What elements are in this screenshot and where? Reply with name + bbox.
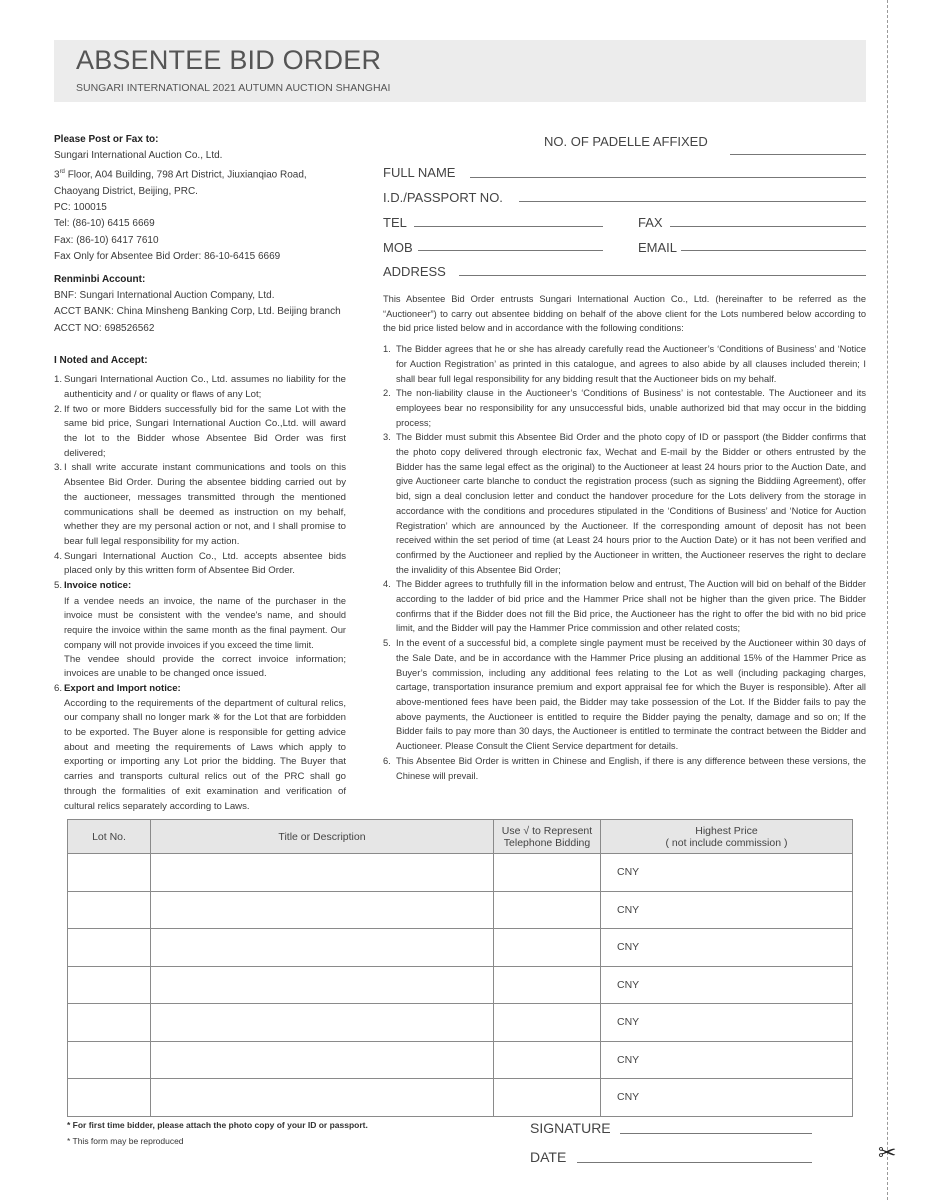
account-line: ACCT BANK: China Minsheng Banking Corp, Ltd. Beijing branch <box>54 306 341 318</box>
noted-block <box>54 353 346 814</box>
price-cell[interactable]: CNY <box>601 854 853 892</box>
padelle-field[interactable] <box>730 154 866 155</box>
contact-block <box>54 132 354 265</box>
contact-line: Fax Only for Absentee Bid Order: 86-10-6415 6669 <box>54 250 281 262</box>
contact-line: PC: 100015 <box>54 202 107 214</box>
contact-line: Sungari International Auction Co., Ltd. <box>54 150 223 162</box>
lot-cell[interactable] <box>68 854 151 892</box>
lot-cell[interactable] <box>68 1041 151 1079</box>
col-highest-price: Highest Price ( not include commission ) <box>601 820 853 854</box>
table-row <box>68 854 853 892</box>
price-cell[interactable]: CNY <box>601 891 853 929</box>
contact-line: 3rd Floor, A04 Building, 798 Art District, Jiuxianqiao Road, <box>54 169 307 181</box>
tel-field[interactable] <box>414 226 603 227</box>
id-passport-field[interactable] <box>519 201 866 202</box>
email-label: EMAIL <box>638 240 678 255</box>
date-field[interactable] <box>577 1162 812 1163</box>
signature-label: SIGNATURE <box>530 1120 611 1136</box>
lot-cell[interactable] <box>68 966 151 1004</box>
col-telephone: Use √ to Represent Telephone Bidding <box>494 820 601 854</box>
title-cell[interactable] <box>151 1004 494 1042</box>
export-text: According to the requirements of the department of cultural relics, our company shall no longer mark ※ for the Lot that are forbidden to be exported. The Buyer alone is responsible for getting advice about and meeting the requirements of Laws which apply to exporting or importing any Lot prior the bidding. The Buyer that carries and transports cultural relics out of the PRC shall go through the formalities of exit examination and verification of cultural relics separately according to Laws. <box>64 697 346 812</box>
price-cell[interactable]: CNY <box>601 1079 853 1117</box>
export-notice: 6. Export and Import notice: <box>54 682 181 694</box>
title-cell[interactable] <box>151 1079 494 1117</box>
terms-item: 6. This Absentee Bid Order is written in Chinese and English, if there is any difference between these versions, the Chinese will prevail. <box>383 755 866 781</box>
fax-field[interactable] <box>670 226 866 227</box>
account-heading: Renminbi Account: <box>54 274 146 285</box>
terms-item: 1. The Bidder agrees that he or she has already carefully read the Auctioneer’s ‘Conditions of Business’ and ‘Notice for Auction Registration’ as printed in this catalogue, and agrees to also abide by all clauses included therein; I shall bear full legal responsibility for any bidding result that the Auctioneer bids on my behalf. <box>383 344 866 384</box>
terms-block <box>383 292 866 783</box>
price-cell[interactable]: CNY <box>601 1004 853 1042</box>
account-line: BNF: Sungari International Auction Company, Ltd. <box>54 290 275 302</box>
email-field[interactable] <box>681 250 866 251</box>
address-field[interactable] <box>459 275 866 276</box>
title-cell[interactable] <box>151 966 494 1004</box>
noted-item: 2. If two or more Bidders successfully bid for the same Lot with the same bid price, Sungari International Auction Co.,Ltd. will award the lot to the Bidder whose Absentee Bid Order was first delivered; <box>54 403 346 459</box>
date-label: DATE <box>530 1149 567 1165</box>
terms-item: 5. In the event of a successful bid, a complete single payment must be received by the Auctioneer within 30 days of the Sale Date, and be in accordance with the Hammer Price plusing an additional 15% of the Hammer Price as Buyer’s commission, including any additional fees relating to the Lot as well (including packaging charges, cartage, transportation insurance premium and export appraisal fee for which the Buyer is responsible). After all above-mentioned fees have been paid, the Bidder may take possession of the Lot. If the Bidder fails to pay the above payments, the Auctioneer is entitled to require the Bidder paying the penalty, damage and so on; If the Bidder fails to pay more than 30 days, the Auctioneer is entitled to terminate the contract between the Bidder and Auctioneer. Please Consult the Client Service department for details. <box>383 638 866 752</box>
table-row <box>68 891 853 929</box>
page-subtitle: SUNGARI INTERNATIONAL 2021 AUTUMN AUCTION SHANGHAI <box>76 82 391 94</box>
table-row <box>68 966 853 1004</box>
telephone-cell[interactable] <box>494 929 601 967</box>
terms-item: 3. The Bidder must submit this Absentee Bid Order and the photo copy of ID or passport (the Bidder confirms that the photo copy delivered through electronic fax, Wechat and E-mail by the Bidder or others entrusted by the Bidder has the same legal effect as the original) to the Auctioneer at least 24 hours prior to the Auction Date, and give Auctioneer carte blanche to conduct the registration process (such as signing the Biddiing Agreement), offer bid, sign a deal conclusion letter and conduct the handover procedure for the Lots delivery from the storage in accordance with the conditions and procedures stipulated in the ‘Conditions of Business’ and ‘Notice for Auction Registration’ which are announced by the Auctioneer. If the corresponding amount of deposit has not been received within the set period of time (at Least 24 hours prior to the Auction Date) or it has not been verified and confirmed by the Auctioneer and replied by the Auctioneer in written, the Auctioneer reserves the right to declare the invalidity of this Absentee Bid Order; <box>383 432 866 575</box>
table-row <box>68 1079 853 1117</box>
lot-cell[interactable] <box>68 1079 151 1117</box>
table-row <box>68 1004 853 1042</box>
noted-item: 4. Sungari International Auction Co., Ltd. accepts absentee bids placed only by this written form of Absentee Bid Order. <box>54 550 346 577</box>
telephone-cell[interactable] <box>494 966 601 1004</box>
contact-line: Fax: (86-10) 6417 7610 <box>54 234 159 246</box>
telephone-cell[interactable] <box>494 854 601 892</box>
title-cell[interactable] <box>151 1041 494 1079</box>
cut-line <box>887 0 888 1200</box>
id-passport-label: I.D./PASSPORT NO. <box>383 190 503 205</box>
title-cell[interactable] <box>151 891 494 929</box>
terms-item: 4. The Bidder agrees to truthfully fill in the information below and entrust, The Auction will bid on behalf of the Bidder according to the ladder of bid price and the Hammer Price shall not be higher than the given price. The Bidder confirms that if the Bidder does not fill the Bid price, the Auctioneer has the right to offer the bid with no bid price limit, and the Bidder will pay the Hammer Price commission and other related costs; <box>383 579 866 634</box>
noted-item: 1. Sungari International Auction Co., Ltd. assumes no liability for the authenticity and / or quality or flaws of any Lot; <box>54 374 346 400</box>
title-cell[interactable] <box>151 854 494 892</box>
tel-label: TEL <box>383 215 407 230</box>
terms-item: 2. The non-liability clause in the Auctioneer’s ‘Conditions of Business’ is not contestable. The Auctioneer and its employees bear no responsibility for any unsuccessful bids, unable authorized bid that may occur in the bidding process; <box>383 388 866 428</box>
address-label: ADDRESS <box>383 264 446 279</box>
padelle-label: NO. OF PADELLE AFFIXED <box>544 134 708 149</box>
telephone-cell[interactable] <box>494 1004 601 1042</box>
col-title: Title or Description <box>151 820 494 854</box>
lot-cell[interactable] <box>68 929 151 967</box>
telephone-cell[interactable] <box>494 891 601 929</box>
telephone-cell[interactable] <box>494 1079 601 1117</box>
full-name-label: FULL NAME <box>383 165 456 180</box>
page-title: ABSENTEE BID ORDER <box>76 45 382 75</box>
col-lot-no: Lot No. <box>68 820 151 854</box>
table-row <box>68 929 853 967</box>
scissors-icon: ✂ <box>878 1140 897 1165</box>
contact-line: Tel: (86-10) 6415 6669 <box>54 218 155 230</box>
contact-line: Chaoyang District, Beijing, PRC. <box>54 185 198 197</box>
first-time-note: * For first time bidder, please attach the photo copy of your ID or passport. <box>67 1120 368 1130</box>
price-cell[interactable]: CNY <box>601 929 853 967</box>
signature-field[interactable] <box>620 1133 812 1134</box>
noted-item: 3. I shall write accurate instant communications and tools on this Absentee Bid Order. During the absentee bidding carried out by the auctioneer, messages transmitted through the mentioned communications shall be deemed as instruction on my behalf, whether they are my personal action or not, and I shall promise to bear full legal responsibility for my action. <box>54 462 346 547</box>
bid-table <box>67 819 853 1117</box>
invoice-text: If a vendee needs an invoice, the name of the purchaser in the invoice must be consistent with the vendee's name, and should require the invoice within the same month as the final payment. Our company will not provide invoices if you exceed the time limit. <box>64 595 346 650</box>
mob-field[interactable] <box>418 250 603 251</box>
noted-heading: I Noted and Accept: <box>54 355 148 366</box>
telephone-cell[interactable] <box>494 1041 601 1079</box>
fax-label: FAX <box>638 215 663 230</box>
table-row <box>68 1041 853 1079</box>
title-cell[interactable] <box>151 929 494 967</box>
invoice-text-2: The vendee should provide the correct invoice information; invoices are unable to be changed once issued. <box>64 653 346 680</box>
reproduce-note: * This form may be reproduced <box>67 1136 184 1146</box>
account-block <box>54 272 364 337</box>
full-name-field[interactable] <box>470 177 866 178</box>
contact-heading: Please Post or Fax to: <box>54 134 159 145</box>
table-header-row <box>68 820 853 854</box>
price-cell[interactable]: CNY <box>601 966 853 1004</box>
account-line: ACCT NO: 698526562 <box>54 322 155 334</box>
invoice-notice: 5. Invoice notice: <box>54 580 132 592</box>
lot-cell[interactable] <box>68 1004 151 1042</box>
price-cell[interactable]: CNY <box>601 1041 853 1079</box>
mob-label: MOB <box>383 240 413 255</box>
lot-cell[interactable] <box>68 891 151 929</box>
terms-intro: This Absentee Bid Order entrusts Sungari International Auction Co., Ltd. (hereinafter to be referred as the “Auctioneer”) to carry out absentee bidding on behalf of the above client for the Lots numbered below according to the bid price listed below and in accordance with the following conditions: <box>383 294 866 334</box>
